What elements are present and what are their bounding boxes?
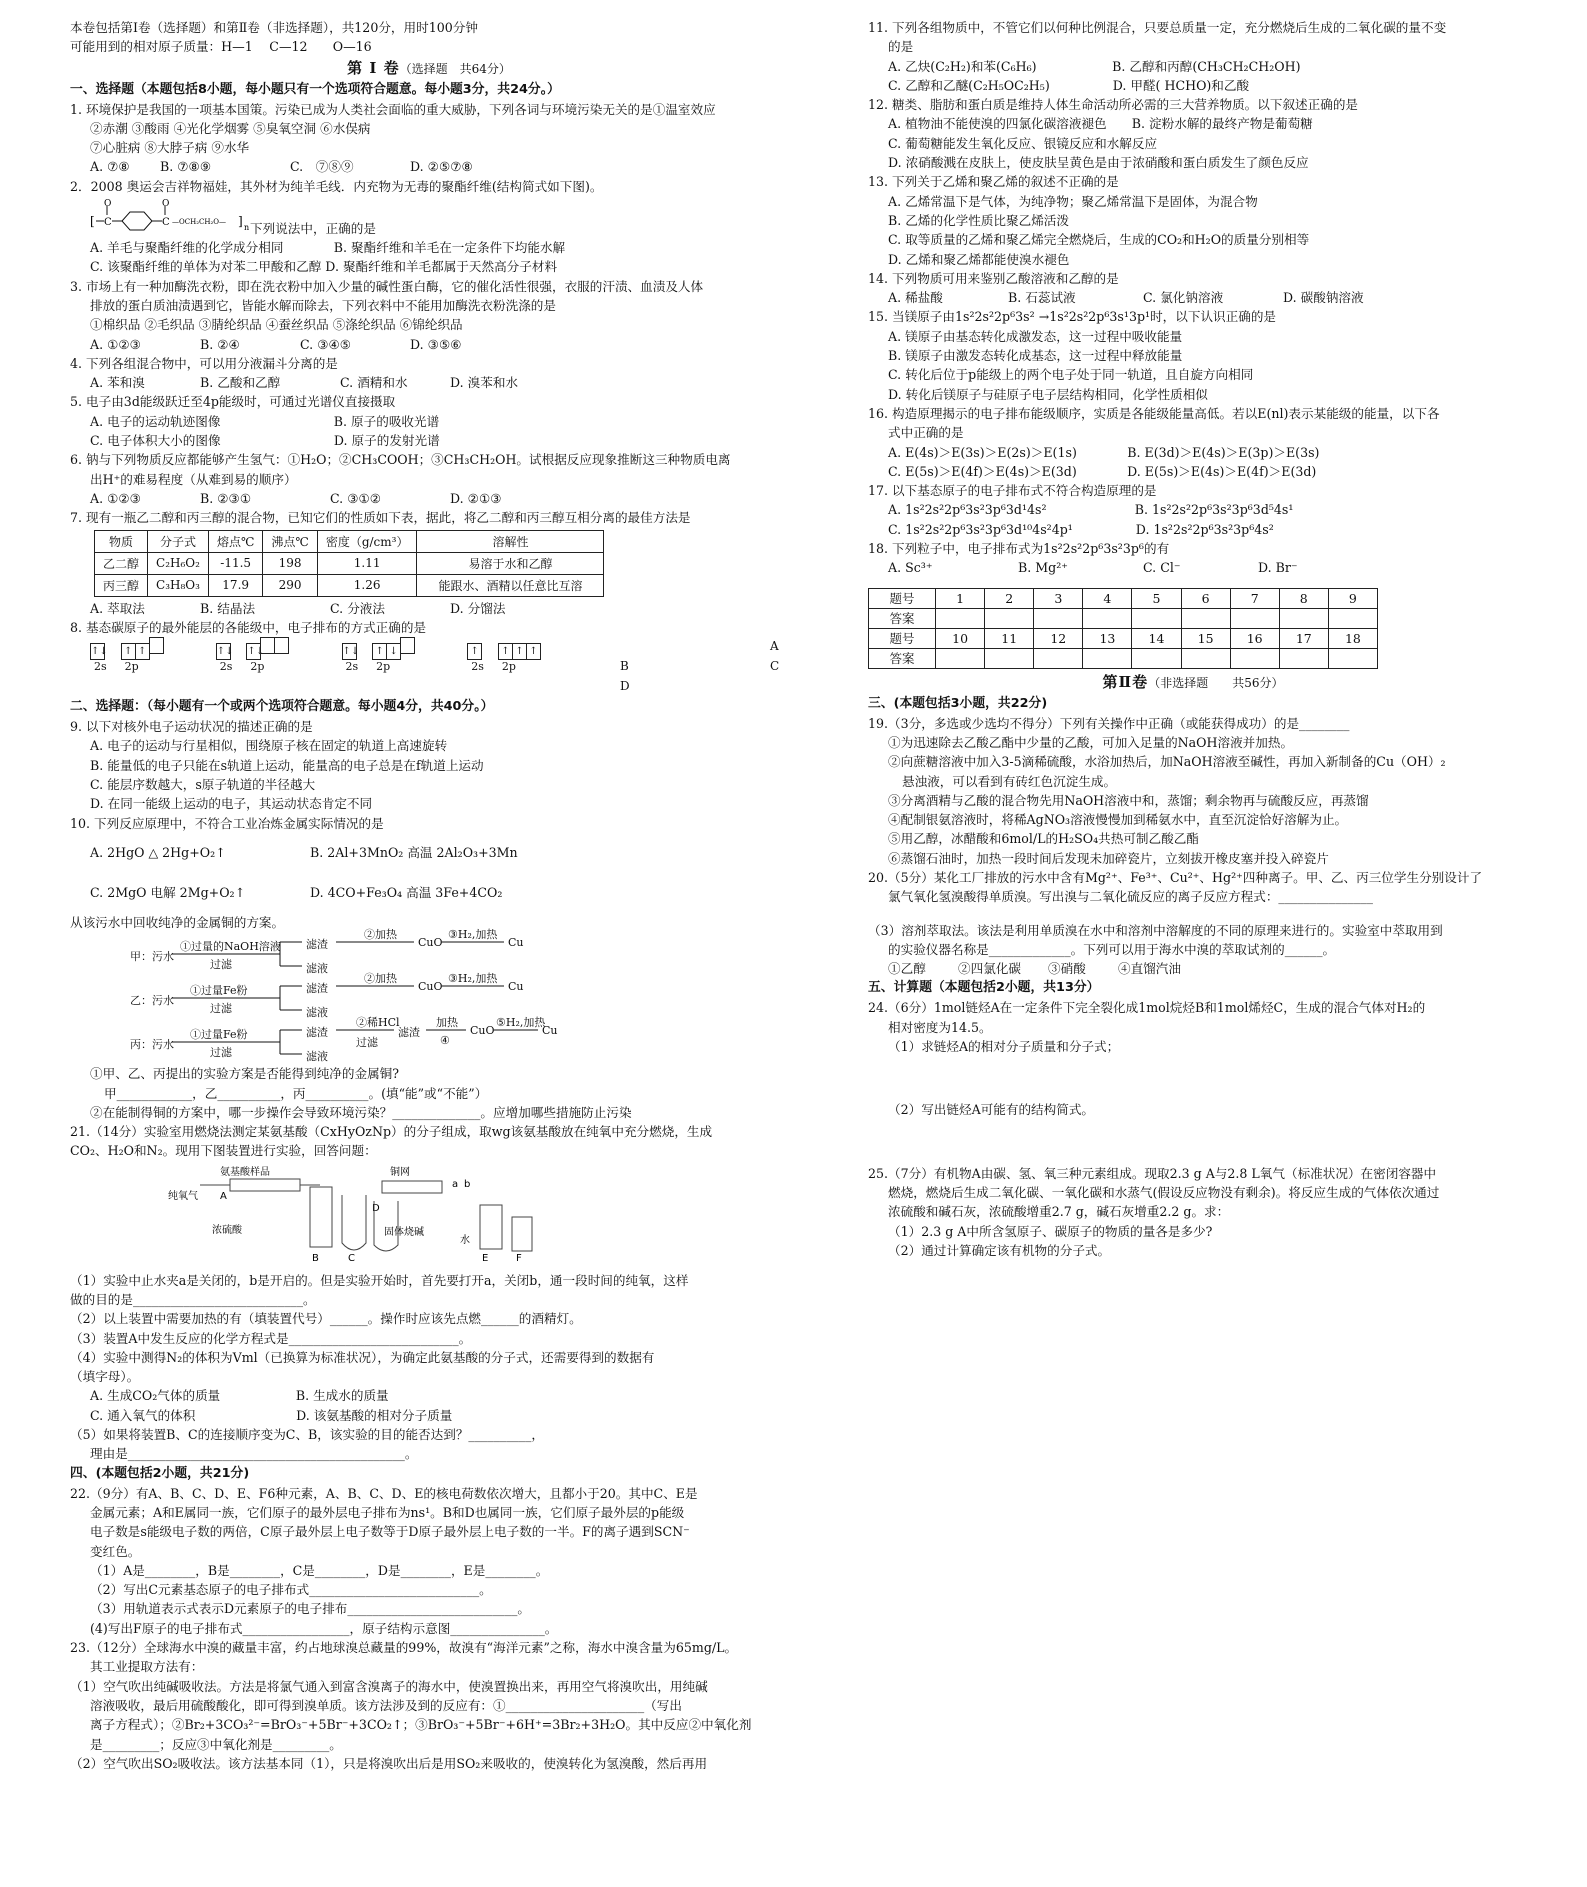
- answer-cell[interactable]: [1181, 648, 1230, 668]
- answer-cell[interactable]: [1181, 608, 1230, 628]
- answer-cell[interactable]: [1132, 608, 1181, 628]
- answer-cell[interactable]: [1083, 608, 1132, 628]
- flow-arrows: [130, 976, 530, 1020]
- section-5-heading: 五、计算题（本题包括2小题，共13分）: [868, 980, 1100, 996]
- section-2-heading: 二、选择题：（每小题有一个或两个选项符合题意。每小题4分，共40分。）: [70, 699, 494, 715]
- section-1-heading: 一、选择题（本题包括8小题，每小题只有一个选项符合题意。每小题3分，共24分。）: [70, 81, 560, 97]
- svg-text:O: O: [104, 199, 112, 210]
- intro-line: 可能用到的相对原子质量：H—1 C—12 O—16: [70, 39, 372, 55]
- question-3: 3. 市场上有一种加酶洗衣粉，即在洗衣粉中加入少量的碱性蛋白酶，它的催化活性很强，衣服的汗渍、血渍及人体 排放的蛋白质油渍遇到它，皆能水解而除去，下列衣料中不能用加酶洗衣粉洗涤的是 ①棉织品 ②毛织品 ③腈纶织品 ④蚕丝织品 ⑤涤纶织品 ⑥锦纶织品 A. ①②③ B. ②④ C. ③④⑤ D. ③⑤⑥: [70, 278, 704, 352]
- answer-table: [868, 588, 1378, 669]
- question-19: 19.（3分，多选或少选均不得分）下列有关操作中正确（或能获得成功）的是________ ①为迅速除去乙酸乙酯中少量的乙酸，可加入足量的NaOH溶液并加热。 ②向蔗糖溶液中加入3-5滴稀硫酸，水浴加热后，加NaOH溶液至碱性，再加入新制备的Cu（OH）₂ 悬浊液，可以看到有砖红色沉淀生成。 ③分离酒精与乙酸的混合物先用NaOH溶液中和，蒸馏；剩余物再与硫酸反应，再蒸馏 ④配制银氨溶液时，将稀AgNO₃溶液慢慢加到稀氨水中，直至沉淀恰好溶解为止。 ⑤用乙醇，冰醋酸和6mol/L的H₂SO₄共热可制乙酸乙酯 ⑥蒸馏石油时，加热一段时间后发现未加碎瓷片，立刻拔开橡皮塞并投入碎瓷片: [868, 715, 1446, 866]
- answer-cell[interactable]: [1279, 648, 1328, 668]
- apparatus-diagram: [160, 1165, 540, 1263]
- right-column: [868, 18, 1518, 1260]
- flow-diagram-jia: 甲：污水 ①过量的NaOH溶液 过滤 滤渣 滤液 ②加热 CuO ③H₂,加热 Cu: [130, 932, 788, 976]
- flow-arrows: [130, 1020, 570, 1064]
- answer-cell[interactable]: [1230, 608, 1279, 628]
- svg-text:铜网: 铜网: [390, 1166, 410, 1178]
- question-20-sub: ①甲、乙、丙提出的实验方案是否能得到纯净的金属铜? 甲____________，乙__________，丙__________。(填“能”或“不能”） ②在能制得铜的方案中，哪一步操作会导致环境污染？______________。应增加哪些措施防止污染: [90, 1066, 632, 1120]
- question-15: 15. 当镁原子由1s²2s²2p⁶3s² →1s²2s²2p⁶3s¹3p¹时，以下认识正确的是 A. 镁原子由基态转化成激发态，这一过程中吸收能量 B. 镁原子由激发态转化成基态，这一过程中释放能量 C. 转化后位于p能级上的两个电子处于同一轨道，且自旋方向相同 D. 转化后镁原子与硅原子电子层结构相同，化学性质相似: [868, 309, 1277, 402]
- svg-text:C: C: [162, 217, 170, 229]
- orbital-diagrams: [70, 637, 788, 697]
- svg-text:E: E: [482, 1252, 489, 1263]
- orbital-diagram: ↑↓ 2s ↑↓ 2p: [216, 637, 289, 673]
- svg-text:n: n: [244, 223, 250, 233]
- answer-cell[interactable]: [1328, 608, 1377, 628]
- answer-cell[interactable]: [985, 608, 1034, 628]
- question-20: 20.（5分）某化工厂排放的污水中含有Mg²⁺、Fe³⁺、Cu²⁺、Hg²⁺四种离子。甲、乙、丙三位学生分别设计了 氯气氧化氢溴酸得单质溴。写出溴与二氧化硫反应的离子反应方程式：_______________ （3）溶剂萃取法。该法是利用单质溴在水中和溶剂中溶解度的不同的原理来进行的。实验室中萃取用到 的实验仪器名称是_____________。下列可以用于海水中溴的萃取试剂的______。 ①乙醇 ②四氯化碳 ③硝酸 ④直馏汽油: [868, 869, 1483, 977]
- question-21: 21.（14分）实验室用燃烧法测定某氨基酸（CxHyOzNp）的分子组成，取wg该氨基酸放在纯氧中充分燃烧，生成 CO₂、H₂O和N₂。现用下图装置进行实验，回答问题： 氨基酸样品 纯氧气 A 浓硫酸 B C 铜网 a b D 固体烧碱 水 E F （1）实验中止水夹a是关闭的，b是开启的。但是实验开始时，首先要打开a，关闭b，通一段时间的纯氧，这样 做的目的是___________________________。 （2）以上装置中需要加热的有（填装置代号）______。操作时应该先点燃______的酒精灯。 （3）装置A中发生反应的化学方程式是___________________________。 （4）实验中测得N₂的体积为Vml（已换算为标准状况），为确定此氨基酸的分子式，还需要得到的数据有 （填字母）。 A. 生成CO₂气体的质量 B. 生成水的质量 C. 通入氧气的体积 D. 该氨基酸的相对分子质量 （5）如果将装置B、C的连接顺序变为C、B，该实验的目的能否达到？__________， 理由是____________________________________________。: [70, 1124, 713, 1462]
- svg-text:固体烧碱: 固体烧碱: [384, 1226, 424, 1238]
- volume-2-title: 第Ⅱ卷（非选择题 共56分）: [1102, 672, 1284, 691]
- question-20-continued: 从该污水中回收纯净的金属铜的方案。: [70, 914, 285, 930]
- svg-text:b: b: [464, 1178, 471, 1190]
- svg-text:]: ]: [238, 214, 243, 229]
- svg-text:F: F: [516, 1252, 522, 1263]
- question-23: 23.（12分）全球海水中溴的藏量丰富，约占地球溴总藏量的99%，故溴有“海洋元素”之称，海水中溴含量为65mg/L。 其工业提取方法有： （1）空气吹出纯碱吸收法。方法是将氯气通入到富含溴离子的海水中，使溴置换出来，再用空气将溴吹出，用纯碱 溶液吸收，最后用硫酸酸化，即可得到溴单质。该方法涉及到的反应有：①______________________（写出 离子方程式）；②Br₂+3CO₃²⁻=BrO₃⁻+5Br⁻+3CO₂↑；③BrO₃⁻+5Br⁻+6H⁺=3Br₂+3H₂O。其中反应②中氧化剂 是_________；反应③中氧化剂是_________。 （2）空气吹出SO₂吸收法。该方法基本同（1），只是将溴吹出后是用SO₂来吸收的，使溴转化为氢溴酸，然后再用: [70, 1640, 752, 1771]
- question-1: 1. 环境保护是我国的一项基本国策。污染已成为人类社会面临的重大威胁，下列各词与环境污染无关的是①温室效应 ②赤潮 ③酸雨 ④光化学烟雾 ⑤臭氧空洞 ⑥水俣病 ⑦心脏病 ⑧大脖子病 ⑨水华 A. ⑦⑧ B. ⑦⑧⑨ C. ⑦⑧⑨ D. ②⑤⑦⑧: [70, 100, 788, 177]
- question-13: 13. 下列关于乙烯和聚乙烯的叙述不正确的是 A. 乙烯常温下是气体，为纯净物；聚乙烯常温下是固体，为混合物 B. 乙烯的化学性质比聚乙烯活泼 C. 取等质量的乙烯和聚乙烯完全燃烧后，生成的CO₂和H₂O的质量分别相等 D. 乙烯和聚乙烯都能使溴水褪色: [868, 174, 1310, 267]
- question-25: 25.（7分）有机物A由碳、氢、氧三种元素组成。现取2.3 g A与2.8 L氧气（标准状况）在密闭容器中 燃烧，燃烧后生成二氧化碳、一氧化碳和水蒸气(假设反应物没有剩余)。将反应生成的气体依次通过 浓硫酸和碱石灰，浓硫酸增重2.7 g，碱石灰增重2.2 g。求： （1）2.3 g A中所含氢原子、碳原子的物质的量各是多少? （2）通过计算确定该有机物的分子式。: [868, 1165, 1440, 1258]
- svg-text:C: C: [104, 217, 112, 229]
- svg-text:[: [: [90, 214, 95, 229]
- svg-text:a: a: [452, 1178, 459, 1190]
- table-row: 题号 10 11 12 13 14 15 16 17 18: [869, 628, 1378, 648]
- question-4: 4. 下列各组混合物中，可以用分液漏斗分离的是 A. 苯和溴 B. 乙酸和乙醇 C. 酒精和水 D. 溴苯和水: [70, 355, 519, 391]
- formula-tail: —OCH₂CH₂O—: [172, 218, 227, 227]
- option-label: A: [770, 639, 779, 654]
- svg-text:C: C: [348, 1252, 355, 1263]
- question-16: 16. 构造原理揭示的电子排布能级顺序，实质是各能级能量高低。若以E(nl)表示某能级的能量，以下各 式中正确的是 A. E(4s)＞E(3s)＞E(2s)＞E(1s) B. E(3d)＞E(4s)＞E(3p)＞E(3s) C. E(5s)＞E(4f)＞E(4s)＞E(3d) D. E(5s)＞E(4s)＞E(4f)＞E(3d): [868, 405, 1440, 479]
- question-22: 22.（9分）有A、B、C、D、E、F6种元素，A、B、C、D、E的核电荷数依次增大，且都小于20。其中C、E是 金属元素；A和E属同一族，它们原子的最外层电子排布为ns¹。B和D也属同一族，它们原子最外层的p能级 电子数是s能级电子数的两倍，C原子最外层上电子数等于D原子最外层上电子数的一半。F的离子遇到SCN⁻ 变红色。 （1）A是________，B是________，C是________，D是________，E是________。 （2）写出C元素基态原子的电子排布式___________________________。 （3）用轨道表示式表示D元素原子的电子排布___________________________。 (4)写出F原子的电子排布式_________________，原子结构示意图_______________。: [70, 1485, 698, 1636]
- flow-diagram-yi: 乙：污水 ①过量Fe粉 过滤 滤渣 滤液 ②加热 CuO ③H₂,加热 Cu: [130, 976, 788, 1020]
- answer-cell[interactable]: [985, 648, 1034, 668]
- option-label: C: [770, 659, 780, 674]
- table-row: 答案: [869, 648, 1378, 668]
- question-8: 8. 基态碳原子的最外能层的各能级中，电子排布的方式正确的是 ↑↓ 2s ↑ ↑ 2p ↑↓ 2s ↑↓ 2p ↑↓ 2s ↑ ↓ 2p ↑ 2s ↑ ↑ ↑ 2p A B C D: [70, 618, 788, 697]
- section-4-heading: 四、(本题包括2小题，共21分): [70, 1465, 250, 1481]
- property-table: [94, 530, 604, 597]
- answer-cell[interactable]: [1279, 608, 1328, 628]
- answer-cell[interactable]: [1230, 648, 1279, 668]
- question-17: 17. 以下基态原子的电子排布式不符合构造原理的是 A. 1s²2s²2p⁶3s²3p⁶3d¹4s² B. 1s²2s²2p⁶3s²3p⁶3d⁵4s¹ C. 1s²2s²2p⁶3s²3p⁶3d¹⁰4s²4p¹ D. 1s²2s²2p⁶3s²3p⁶4s²: [868, 483, 1294, 537]
- option-label: B: [620, 659, 629, 674]
- polyester-structure-diagram: [90, 198, 250, 238]
- table-row: 题号 1 2 3 4 5 6 7 8 9: [869, 588, 1378, 608]
- question-9: 9. 以下对核外电子运动状况的描述正确的是 A. 电子的运动与行星相似，围绕原子核在固定的轨道上高速旋转 B. 能量低的电子只能在s轨道上运动，能量高的电子总是在f轨道上运动 C. 能层序数越大，s原子轨道的半径越大 D. 在同一能级上运动的电子，其运动状态肯定不同: [70, 719, 484, 812]
- svg-text:D: D: [372, 1202, 380, 1214]
- table-row: 物质 分子式 熔点℃ 沸点℃ 密度（g/cm³） 溶解性: [95, 530, 604, 552]
- svg-text:氨基酸样品: 氨基酸样品: [220, 1166, 270, 1178]
- answer-cell[interactable]: [1083, 648, 1132, 668]
- svg-text:浓硫酸: 浓硫酸: [212, 1224, 242, 1236]
- svg-text:O: O: [162, 199, 170, 210]
- option-label: D: [620, 679, 630, 694]
- answer-cell[interactable]: [1328, 648, 1377, 668]
- table-row: 乙二醇 C₂H₆O₂ -11.5 198 1.11 易溶于水和乙醇: [95, 552, 604, 574]
- orbital-diagram: ↑ 2s ↑ ↑ ↑ 2p: [467, 639, 540, 673]
- answer-cell[interactable]: [936, 648, 985, 668]
- table-row: 答案: [869, 608, 1378, 628]
- question-7: 7. 现有一瓶乙二醇和丙三醇的混合物，已知它们的性质如下表，据此，将乙二醇和丙三醇互相分离的最佳方法是 物质 分子式 熔点℃ 沸点℃ 密度（g/cm³） 溶解性 乙二醇 C₂H₆O₂ -11.5 198 1.11 易溶于水和乙醇 丙三醇 C₃H₈O₃ 17.9 290 1.26 能跟水、酒精以任意比互溶 A. 萃取法 B. 结晶法 C. 分液法 D. 分馏法: [70, 510, 691, 616]
- svg-text:水: 水: [460, 1234, 470, 1246]
- left-column: [70, 18, 788, 1773]
- question-14: 14. 下列物质可用来鉴别乙酸溶液和乙醇的是 A. 稀盐酸 B. 石蕊试液 C. 氯化钠溶液 D. 碳酸钠溶液: [868, 270, 1364, 306]
- volume-1-title: 第 Ⅰ 卷（选择题 共64分）: [347, 58, 511, 77]
- svg-text:B: B: [312, 1252, 319, 1263]
- answer-cell[interactable]: [1132, 648, 1181, 668]
- flow-diagram-bing: 丙：污水 ①过量Fe粉 过滤 滤渣 滤液 ②稀HCl 过滤 滤渣 加热 ④ CuO ⑤H₂,加热 Cu: [130, 1020, 788, 1064]
- question-24: 24.（6分）1mol链烃A在一定条件下完全裂化成1mol烷烃B和1mol烯烃C，生成的混合气体对H₂的 相对密度为14.5。 （1）求链烃A的相对分子质量和分子式； （2）写出链烃A可能有的结构简式。: [868, 1000, 1426, 1118]
- options: A. ⑦⑧ B. ⑦⑧⑨ C. ⑦⑧⑨ D. ②⑤⑦⑧: [90, 159, 473, 175]
- question-18: 18. 下列粒子中，电子排布式为1s²2s²2p⁶3s²3p⁶的有 A. Sc³⁺ B. Mg²⁺ C. Cl⁻ D. Br⁻: [868, 541, 1298, 576]
- intro-line: 本卷包括第Ⅰ卷（选择题）和第Ⅱ卷（非选择题），共120分，用时100分钟: [70, 20, 478, 35]
- question-11: 11. 下列各组物质中，不管它们以何种比例混合，只要总质量一定，充分燃烧后生成的二氧化碳的量不变 的是 A. 乙炔(C₂H₂)和苯(C₆H₆) B. 乙醇和丙醇(CH₃CH₂CH₂OH) C. 乙醇和乙醚(C₂H₅OC₂H₅) D. 甲醛( HCHO)和乙酸: [868, 20, 1447, 93]
- question-5: 5. 电子由3d能级跃迁至4p能级时，可通过光谱仪直接摄取 A. 电子的运动轨迹图像 B. 原子的吸收光谱 C. 电子体积大小的图像 D. 原子的发射光谱: [70, 394, 440, 449]
- orbital-diagram: ↑↓ 2s ↑ ↑ 2p: [90, 637, 163, 673]
- question-10: 10. 下列反应原理中，不符合工业冶炼金属实际情况的是 A. 2HgO △ 2Hg+O₂↑ B. 2Al+3MnO₂ 高温 2Al₂O₃+3Mn C. 2MgO 电解 2Mg+O₂↑ D. 4CO+Fe₃O₄ 高温 3Fe+4CO₂: [70, 815, 518, 900]
- section-3-heading: 三、(本题包括3小题，共22分): [868, 695, 1048, 711]
- table-row: 丙三醇 C₃H₈O₃ 17.9 290 1.26 能跟水、酒精以任意比互溶: [95, 574, 604, 596]
- svg-text:A: A: [220, 1190, 227, 1202]
- orbital-diagram: ↑↓ 2s ↑ ↓ 2p: [342, 637, 415, 673]
- question-2: 2．2008 奥运会吉祥物福娃，其外材为纯羊毛线．内充物为无毒的聚酯纤维(结构简式如下图)。 [ C O C O —OCH₂CH₂O— ] n 下列说法中，正确的是 A. 羊毛与聚酯纤维的化学成分相同 B. 聚酯纤维和羊毛在一定条件下均能水解 C. 该聚酯纤维的单体为对苯二甲酸和乙醇 D. 聚酯纤维和羊毛都属于天然高分子材料: [70, 178, 603, 275]
- answer-cell[interactable]: [936, 608, 985, 628]
- answer-cell[interactable]: [1034, 648, 1083, 668]
- answer-cell[interactable]: [1034, 608, 1083, 628]
- question-12: 12. 糖类、脂肪和蛋白质是维持人体生命活动所必需的三大营养物质。以下叙述正确的是 A. 植物油不能使溴的四氯化碳溶液褪色 B. 淀粉水解的最终产物是葡萄糖 C. 葡萄糖能发生氧化反应、银镜反应和水解反应 D. 浓硝酸溅在皮肤上，使皮肤呈黄色是由于浓硝酸和蛋白质发生了颜色反应: [868, 97, 1359, 171]
- question-6: 6. 钠与下列物质反应都能够产生氢气：①H₂O；②CH₃COOH；③CH₃CH₂OH。试根据反应现象推断这三种物质电离 出H⁺的难易程度（从难到易的顺序） A. ①②③ B. ②③① C. ③①② D. ②①③: [70, 452, 731, 506]
- svg-text:纯氧气: 纯氧气: [168, 1190, 198, 1202]
